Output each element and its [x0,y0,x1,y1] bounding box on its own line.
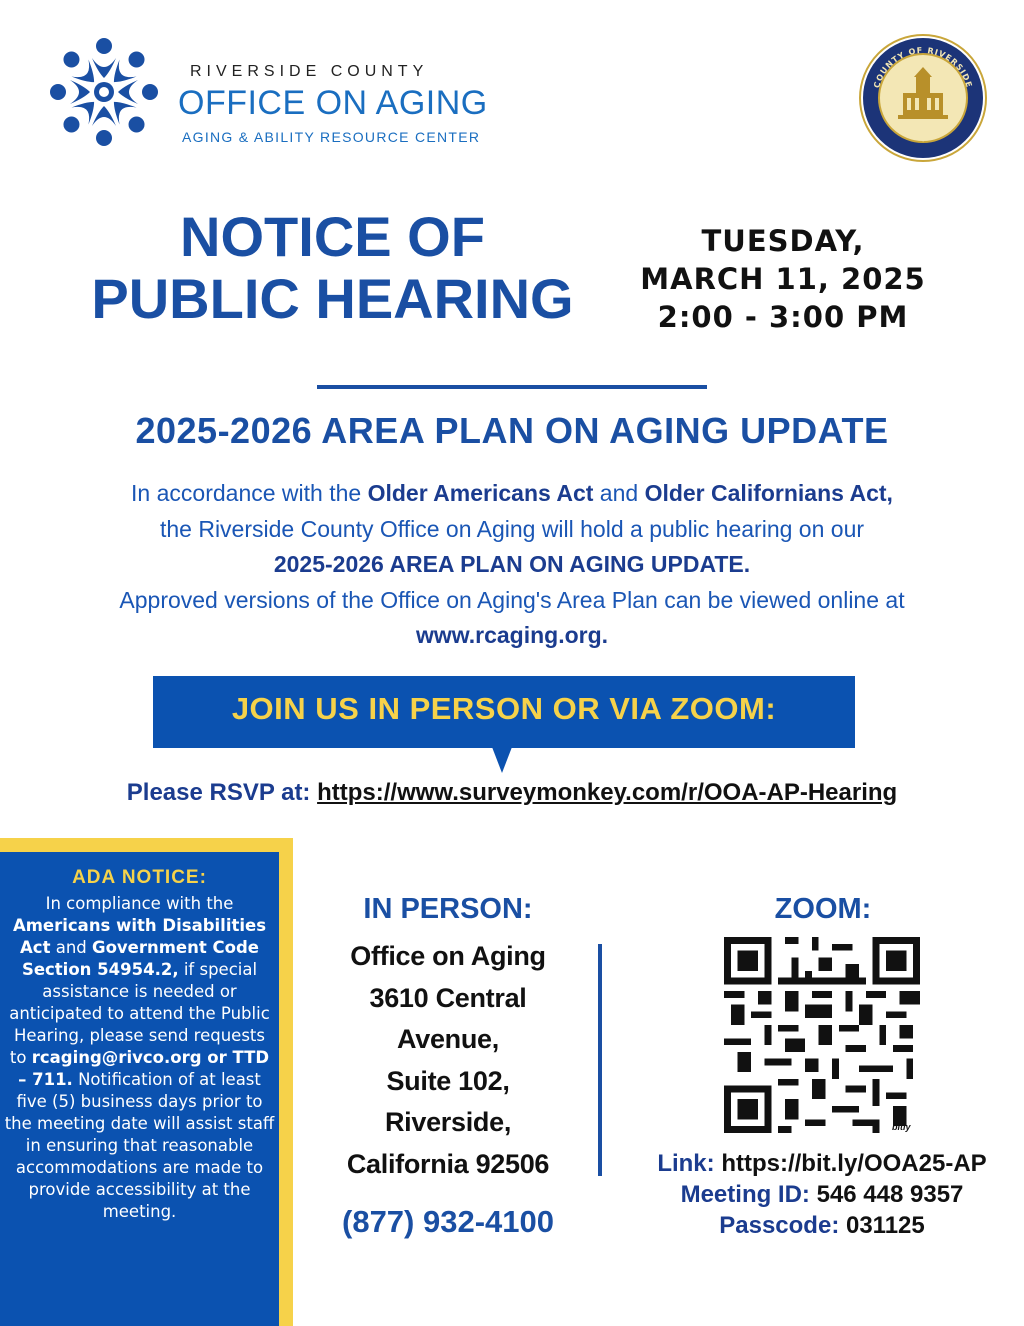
body-line-1 [30,476,994,512]
body-line-3 [30,547,994,583]
seal-bottom-text: MAY 9, 1893 [894,125,952,143]
website-link[interactable]: www.rcaging.org. [415,622,609,648]
rsvp-link[interactable]: https://www.surveymonkey.com/r/OOA-AP-Hearing [317,779,898,806]
join-banner-pointer [492,747,512,773]
body-text: In accordance with the [131,480,368,506]
ada-act: Americans with Disabilities Act [12,916,267,957]
ada-government-code: Government Code Section 54954.2, [21,938,259,979]
rsvp-label: Please RSVP at: [126,779,318,806]
county-seal-icon [858,33,988,163]
zoom-heading: ZOOM: [774,893,872,925]
zoom-passcode-line [620,1212,1024,1240]
venue-address [318,936,578,1185]
meeting-id-label: Meeting ID: [680,1181,817,1208]
seal-top-text: COUNTY OF RIVERSIDE [872,45,974,90]
older-americans-act: Older Americans Act [367,480,594,506]
office-on-aging-logo-icon [44,32,164,152]
body-text: and [593,480,645,506]
in-person-heading: IN PERSON: [363,893,533,925]
join-banner-label: JOIN US IN PERSON OR VIA ZOOM: [231,691,777,726]
column-divider [598,944,602,1176]
ada-text: Notification of at least five (5) business days prior to the meeting date will assist staff in ensuring that reasonable accommodations are made to provide accessibility at the meeting. [4,1070,275,1221]
body-line-2: the Riverside County Office on Aging will hold a public hearing on our [159,515,865,542]
title-line-1: NOTICE OF [180,205,485,268]
qr-code-icon[interactable] [724,937,920,1133]
ada-contact[interactable]: rcaging@rivco.org or TTD – 711. [18,1048,270,1089]
address-line: Office on Aging [350,941,546,971]
ada-notice-title: ADA NOTICE: [72,867,207,888]
ada-text: and [50,938,93,957]
rsvp-line [0,779,1024,807]
event-day: TUESDAY, [701,224,865,258]
zoom-link-label: Link: [657,1150,722,1177]
ada-text: if special assistance is needed or anticipated to attend the Public Hearing, please send requests to [9,960,270,1067]
ada-text: In compliance with the [45,894,234,913]
org-tagline: AGING & ABILITY RESOURCE CENTER [182,129,481,145]
passcode-label: Passcode: [719,1212,846,1239]
ada-notice-text [4,893,275,1223]
plan-name: 2025-2026 AREA PLAN ON AGING UPDATE. [273,551,751,577]
event-date: MARCH 11, 2025 [640,262,926,296]
event-date-time [628,222,938,336]
address-line: Riverside, [384,1107,512,1137]
org-name: OFFICE ON AGING [178,84,488,122]
address-line: Avenue, [397,1024,499,1054]
event-time: 2:00 - 3:00 PM [657,300,909,334]
body-line-5 [30,618,994,654]
zoom-link[interactable]: https://bit.ly/OOA25-AP [721,1150,987,1177]
zoom-meeting-id-line [620,1181,1024,1209]
page-title [60,206,605,330]
title-line-2: PUBLIC HEARING [91,267,574,330]
address-line: California 92506 [346,1148,550,1179]
older-californians-act: Older Californians Act, [644,480,893,506]
bitly-brand: bitly [892,1122,911,1132]
body-line-4: Approved versions of the Office on Aging's Area Plan can be viewed online at [119,586,905,613]
divider-rule [317,385,707,389]
address-line: 3610 Central [369,982,527,1013]
phone-number[interactable]: (877) 932-4100 [342,1204,554,1239]
meeting-id-value: 546 448 9357 [816,1181,964,1208]
zoom-link-line [620,1150,1024,1178]
org-county-name: RIVERSIDE COUNTY [190,63,429,80]
passcode-value: 031125 [845,1212,925,1239]
address-line: Suite 102, [386,1065,510,1096]
subtitle: 2025-2026 AREA PLAN ON AGING UPDATE [135,410,889,451]
notice-body [30,476,994,654]
